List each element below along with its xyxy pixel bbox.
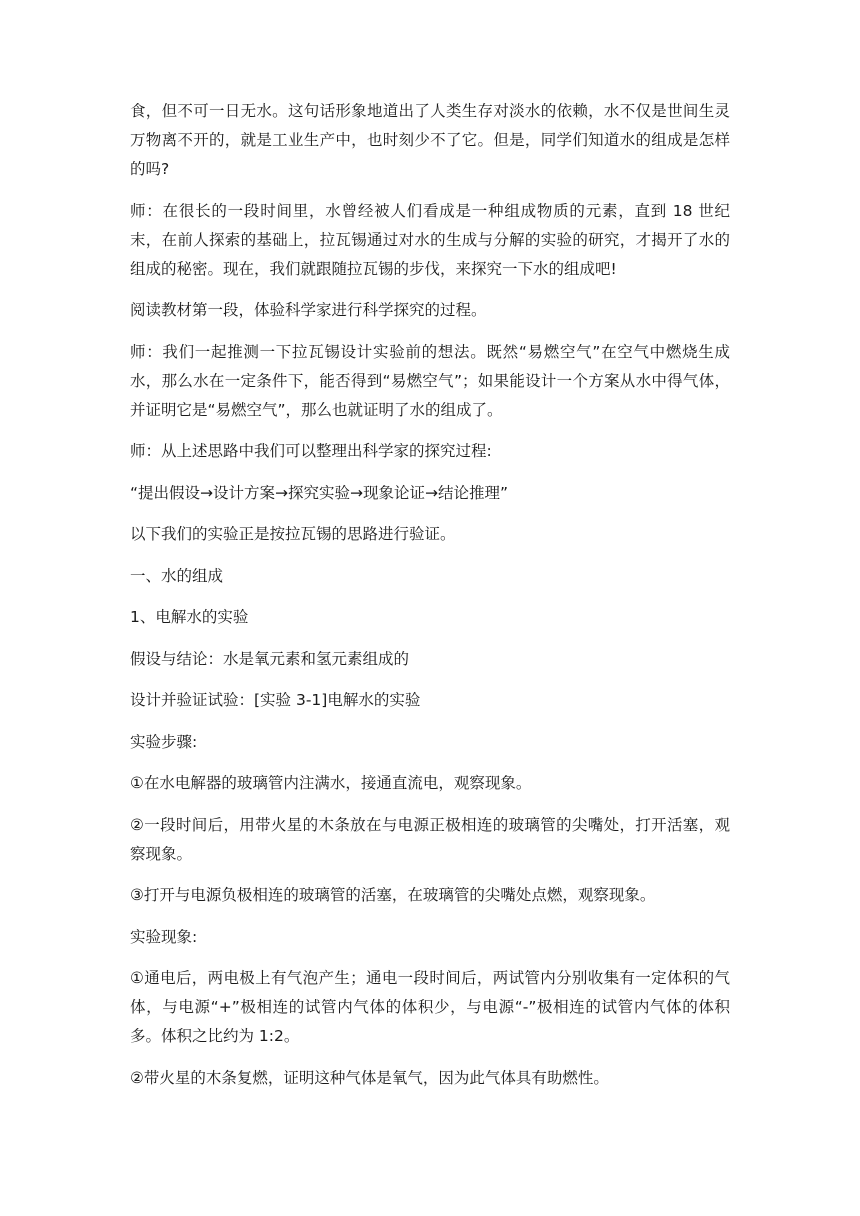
step-item-3: ③打开与电源负极相连的玻璃管的活塞，在玻璃管的尖嘴处点燃，观察现象。 <box>130 886 656 904</box>
label-experiment-steps: 实验步骤: <box>130 732 198 751</box>
paragraph-experiment-design: 设计并验证试验：[实验 3-1]电解水的实验 <box>130 691 421 709</box>
step-item-2: ②一段时间后，用带火星的木条放在与电源正极相连的玻璃管的尖嘴处，打开活塞，观察现象。 <box>130 815 730 863</box>
document-body <box>130 97 730 1105</box>
paragraph-intro: 食，但不可一日无水。这句话形象地道出了人类生存对淡水的依赖，水不仅是世间生灵万物离不开的，就是工业生产中，也时刻少不了它。但是，同学们知道水的组成是怎样的吗? <box>130 102 730 178</box>
phenomenon-item-2: ②带火星的木条复燃，证明这种气体是氧气，因为此气体具有助燃性。 <box>130 1068 609 1087</box>
label-experiment-phenomena: 实验现象: <box>130 927 198 946</box>
phenomenon-item-1: ①通电后，两电极上有气泡产生；通电一段时间后，两试管内分别收集有一定体积的气体，与电源“+”极相连的试管内气体的体积少，与电源“-”极相连的试管内气体的体积多。体积之比约为 1:2。 <box>130 969 730 1045</box>
section-heading-water-composition: 一、水的组成 <box>130 566 224 585</box>
paragraph-hypothesis-conclusion: 假设与结论：水是氧元素和氢元素组成的 <box>130 649 410 668</box>
subsection-heading-electrolysis: 1、电解水的实验 <box>130 608 249 626</box>
paragraph-verification-note: 以下我们的实验正是按拉瓦锡的思路进行验证。 <box>130 525 456 543</box>
paragraph-teacher-process: 师：从上述思路中我们可以整理出科学家的探究过程: <box>130 442 492 460</box>
paragraph-reading-task: 阅读教材第一段，体验科学家进行科学探究的过程。 <box>130 301 487 319</box>
paragraph-teacher-history: 师：在很长的一段时间里，水曾经被人们看成是一种组成物质的元素，直到 18 世纪末，在前人探索的基础上，拉瓦锡通过对水的生成与分解的实验的研究，才揭开了水的组成的秘密。现在，我们就跟随拉瓦锡的步伐，来探究一下水的组成吧! <box>130 201 730 278</box>
paragraph-process-chain: “提出假设→设计方案→探究实验→现象论证→结论推理” <box>130 483 509 502</box>
paragraph-teacher-hypothesis: 师：我们一起推测一下拉瓦锡设计实验前的想法。既然“易燃空气”在空气中燃烧生成水，那么水在一定条件下，能否得到“易燃空气”；如果能设计一个方案从水中得气体，并证明它是“易燃空气”，那么也就证明了水的组成了。 <box>130 342 730 419</box>
step-item-1: ①在水电解器的玻璃管内注满水，接通直流电，观察现象。 <box>130 774 532 792</box>
